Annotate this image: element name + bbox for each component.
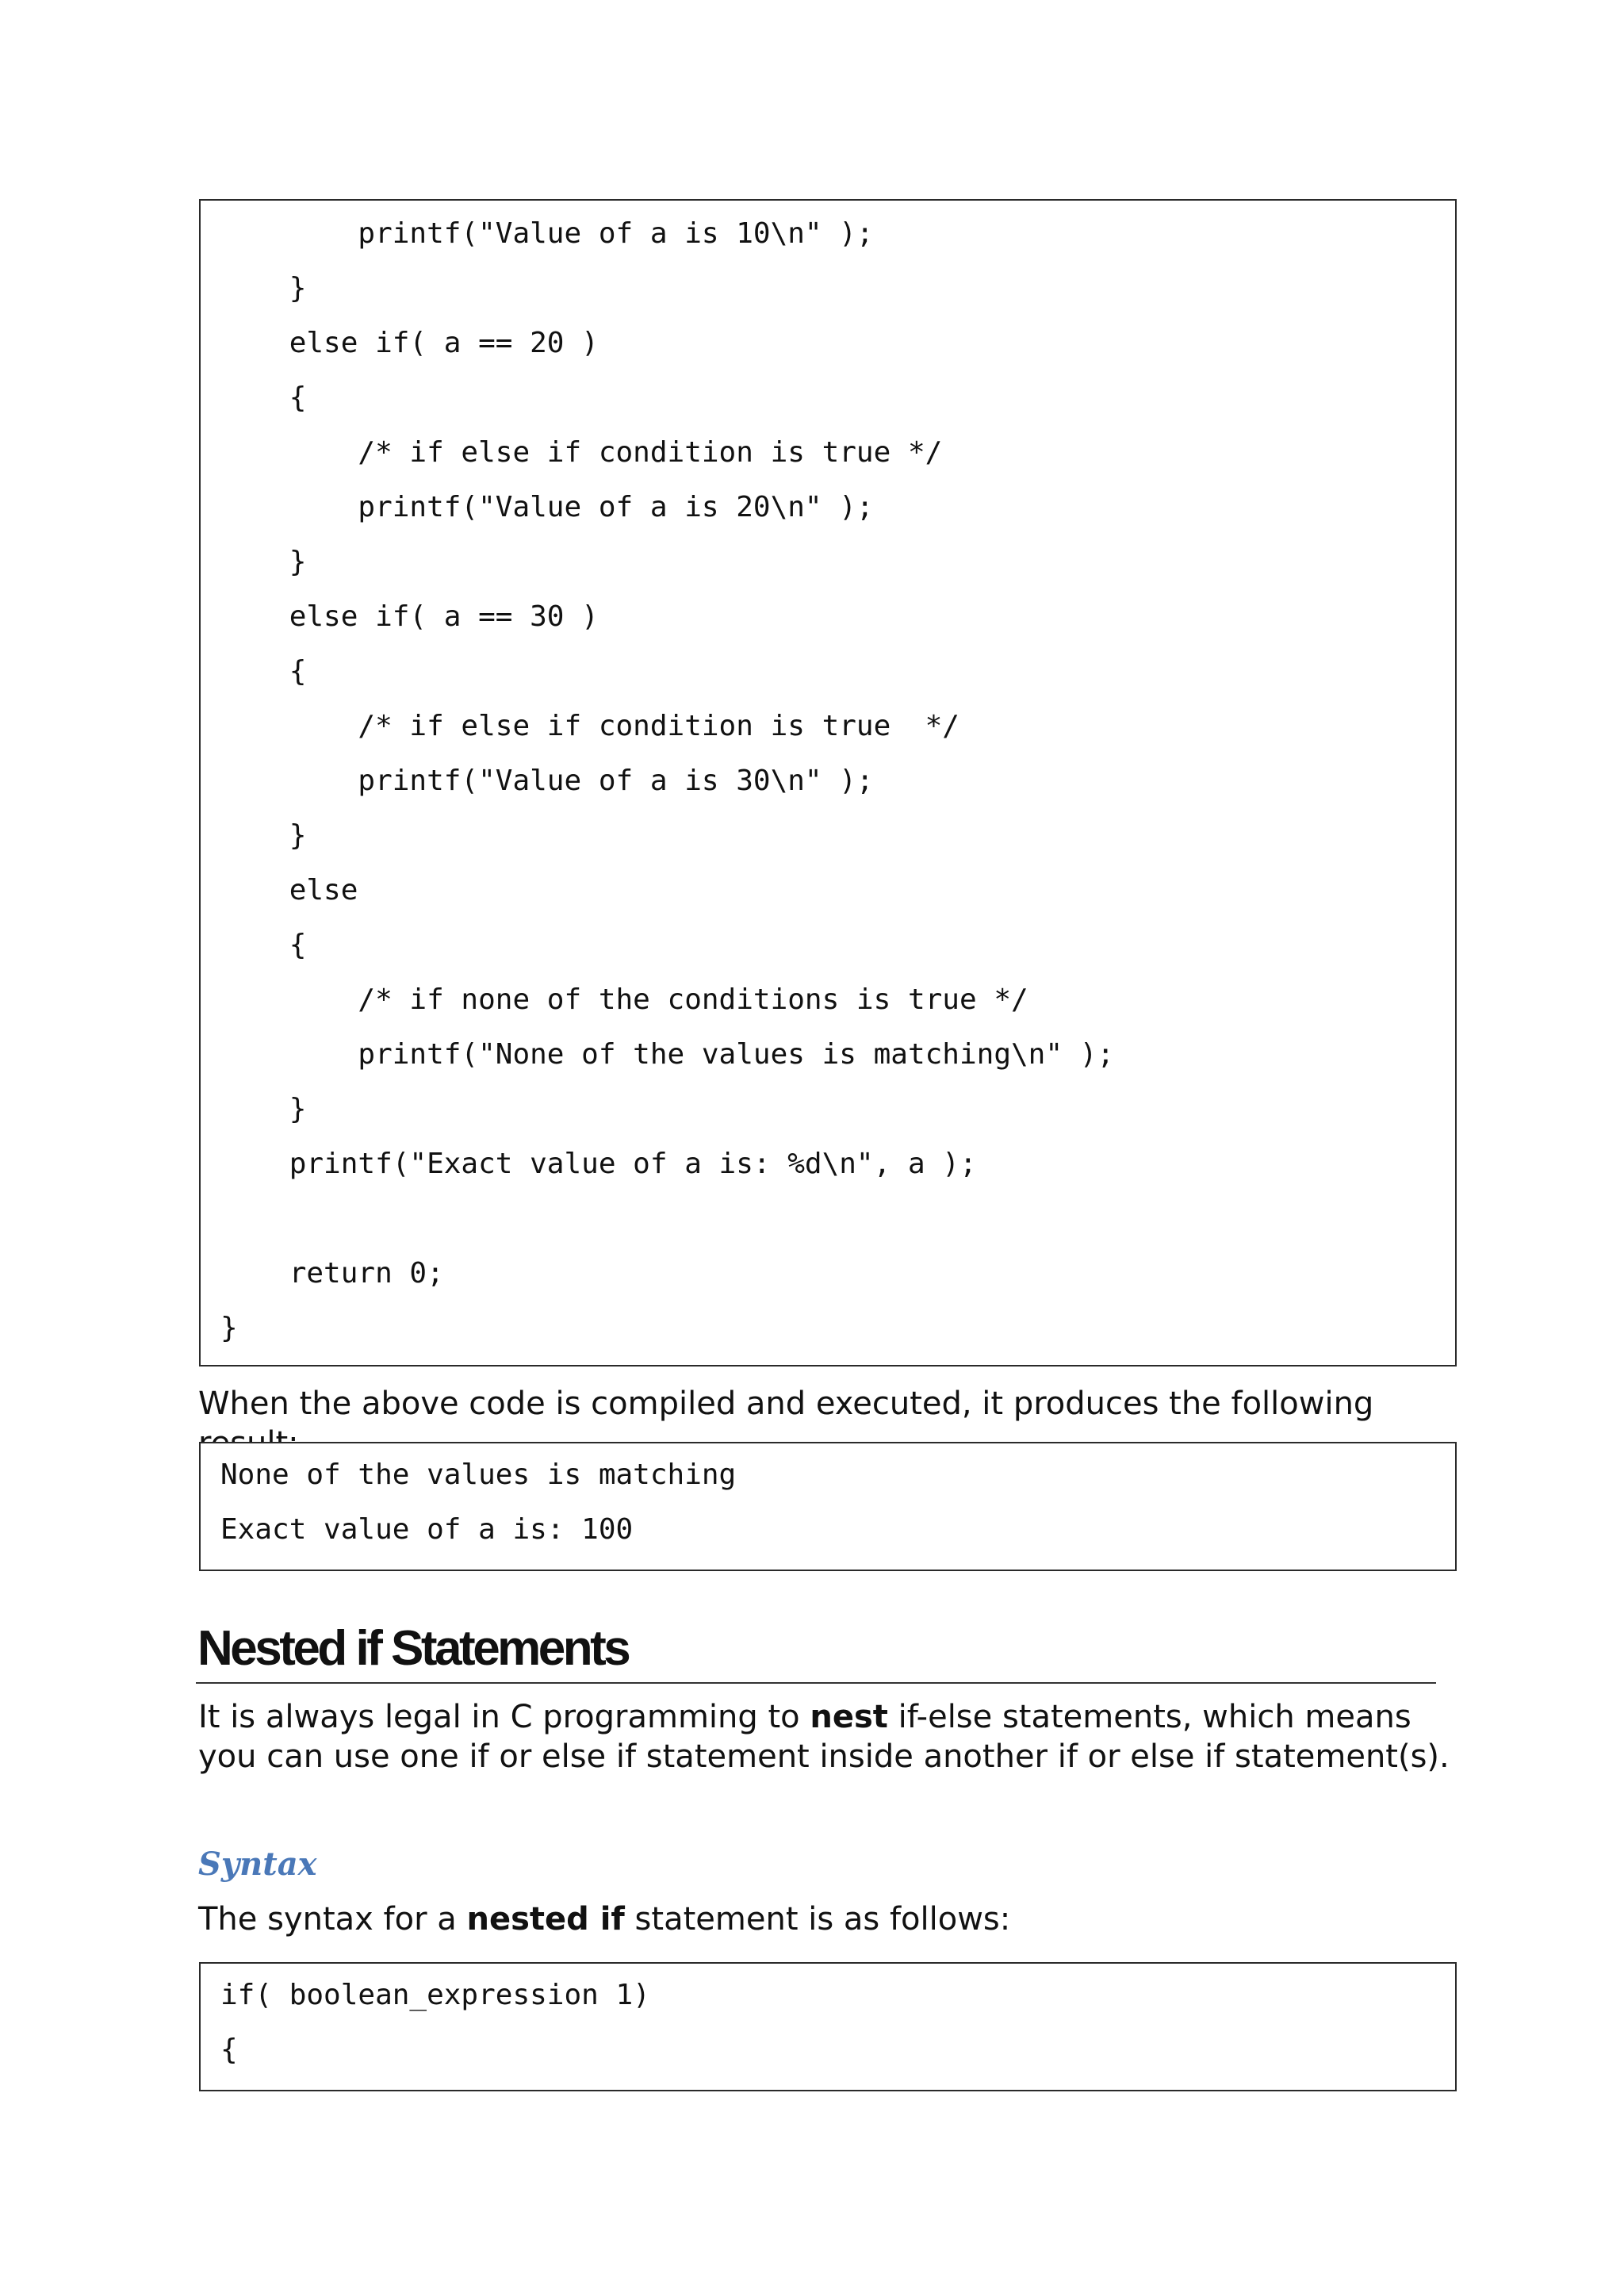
heading-rule [196,1682,1436,1684]
code-line: } [220,272,307,305]
code-line: printf("Value of a is 30\n" ); [220,765,874,797]
section-heading: Nested if Statements [197,1621,629,1676]
code-line: { [220,381,307,414]
syntax-code-line: { [220,2033,238,2066]
code-line: } [220,819,307,852]
code-line: /* if else if condition is true */ [220,710,959,742]
syntax-paragraph [198,1899,1467,1939]
output-line: Exact value of a is: 100 [220,1513,634,1546]
syntax-paragraph-text-2: statement is as follows: [624,1901,1011,1938]
code-block-syntax [199,1962,1457,2091]
syntax-heading: Syntax [198,1846,317,1883]
code-line: { [220,655,307,688]
result-intro-text: When the above code is compiled and executed, it produces the following [198,1386,1374,1422]
code-line: printf("Value of a is 10\n" ); [220,217,874,250]
output-line: None of the values is matching [220,1458,737,1491]
syntax-paragraph-text-1: The syntax for a [198,1901,467,1938]
nested-paragraph [198,1697,1451,1777]
code-line: printf("Exact value of a is: %d\n", a ); [220,1148,977,1180]
code-block-output [199,1442,1457,1571]
code-line: else if( a == 30 ) [220,600,599,633]
code-line: } [220,1312,238,1344]
nested-paragraph-text-2: if-else statements, which means you can use one if or else if statement inside another if or else if statement(s). [198,1699,1450,1775]
nested-paragraph-text-1: It is always legal in C programming to [198,1699,810,1735]
code-line: else if( a == 20 ) [220,327,599,359]
code-line: else [220,874,358,907]
syntax-paragraph-bold: nested if [466,1901,625,1938]
code-line: } [220,1093,307,1125]
code-line: /* if else if condition is true */ [220,436,943,469]
code-line: } [220,546,307,578]
code-line: { [220,929,307,961]
code-line: return 0; [220,1257,444,1290]
nested-paragraph-bold: nest [810,1699,888,1735]
code-line: /* if none of the conditions is true */ [220,983,1028,1016]
code-line: printf("None of the values is matching\n" ); [220,1038,1115,1071]
code-line: printf("Value of a is 20\n" ); [220,491,874,523]
code-block-main [199,199,1457,1366]
syntax-code-line: if( boolean_expression 1) [220,1979,650,2011]
